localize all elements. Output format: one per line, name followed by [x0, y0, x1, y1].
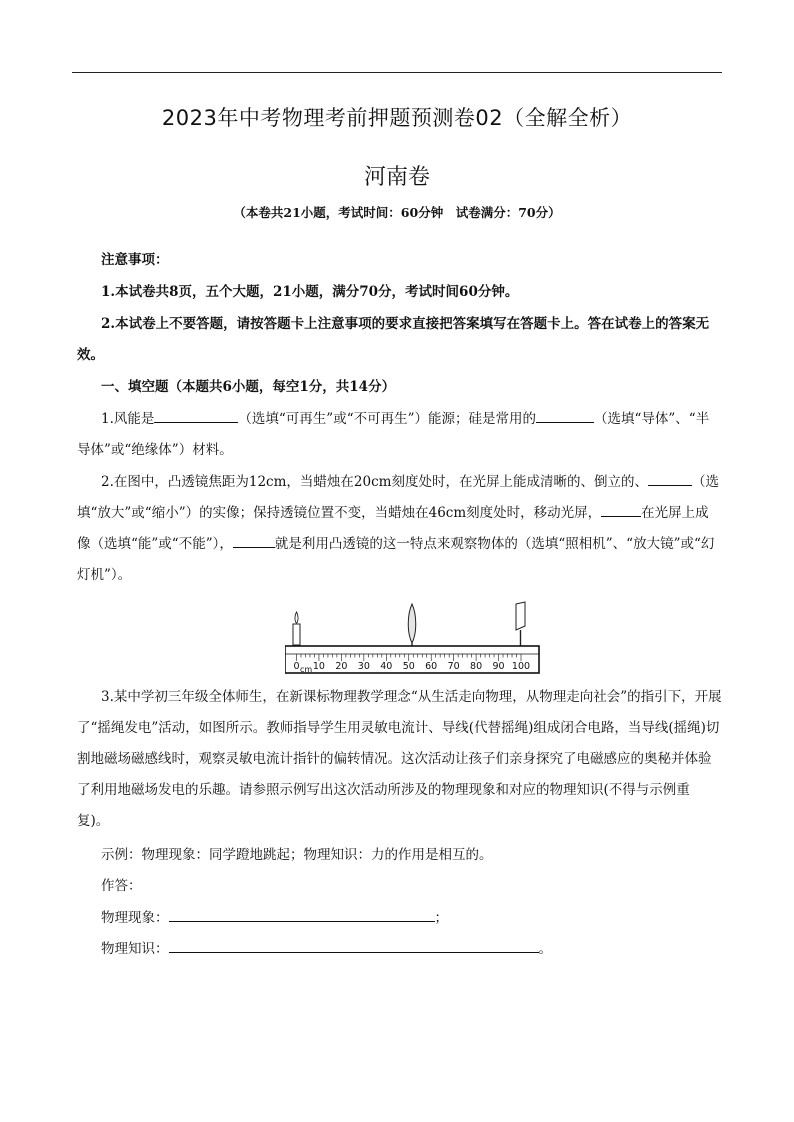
ruler-tick-label: 70	[447, 661, 460, 672]
q1-blank-1	[154, 408, 238, 423]
q2-blank-1	[648, 471, 692, 486]
ruler-tick-label: 20	[335, 661, 348, 672]
q3-answer-label: 作答：	[101, 878, 142, 894]
q3-knowledge-answer-line	[169, 937, 539, 953]
q1-text-1: 1.风能是	[101, 411, 155, 427]
question-2	[77, 467, 722, 591]
ruler-unit: cm	[300, 665, 313, 674]
q3-phenomenon-end: ；	[434, 910, 448, 926]
q3-phenomenon-label: 物理现象：	[101, 910, 169, 926]
q1-blank-2	[536, 408, 594, 423]
section-heading: 一、填空题（本题共6小题，每空1分，共14分）	[101, 379, 396, 395]
ruler-tick-label: 30	[357, 661, 370, 672]
q3-knowledge-end: 。	[538, 941, 552, 957]
ruler-tick-label: 80	[470, 661, 483, 672]
q3-phenomenon-answer-line	[169, 906, 435, 922]
exam-info: （本卷共21小题，考试时间：60分钟 试卷满分：70分）	[233, 205, 561, 220]
q3-knowledge-label: 物理知识：	[101, 941, 169, 957]
candle	[293, 624, 300, 645]
notice-heading: 注意事项：	[101, 252, 169, 268]
q2-blank-2	[601, 502, 641, 517]
ruler-tick-label: 50	[402, 661, 415, 672]
q3-knowledge-row	[77, 934, 722, 965]
page-title: 2023年中考物理考前押题预测卷02（全解全析）	[161, 106, 633, 130]
notice-item-2: 2.本试卷上不要答题，请按答题卡上注意事项的要求直接把答案填写在答题卡上。答在试卷上的答案无效。	[77, 316, 710, 363]
q3-phenomenon-row	[77, 903, 722, 934]
q2-text-2: （选填“放大”或“缩小”）的实像；保持透镜位置不变，当蜡烛在46cm刻度处时，移动光屏，	[77, 474, 719, 521]
q2-blank-3	[233, 533, 275, 548]
ruler-tick-label: 100	[511, 661, 531, 672]
q2-text-3: 在光屏上成像（选填“能”或“不能”），	[77, 505, 709, 552]
ruler-tick-label: 10	[312, 661, 325, 672]
ruler-tick-label: 0	[293, 661, 300, 672]
q1-text-2: （选填“可再生”或“不可再生”）能源；硅是常用的	[238, 411, 536, 427]
notice-item-1: 1.本试卷共8页，五个大题，21小题，满分70分，考试时间60分钟。	[101, 284, 519, 300]
light-screen	[516, 602, 525, 630]
question-3: 3.某中学初三年级全体师生，在新课标物理教学理念“从生活走向物理，从物理走向社会”的指引下，开展了“摇绳发电”活动，如图所示。教师指导学生用灵敏电流计、导线(代替摇绳)组成闭合电路，当导线(摇绳)切割地磁场磁感线时，观察灵敏电流计指针的偏转情况。这次活动让孩子们亲身探究了电磁感应的奥秘并体验了利用地磁场发电的乐趣。请参照示例写出这次活动所涉及的物理现象和对应的物理知识(不得与示例重复)。	[77, 689, 722, 829]
question-1	[77, 404, 722, 466]
header-rule	[72, 72, 722, 73]
optical-bench-figure	[285, 600, 540, 675]
q1-text-3: （选填“导体”、“半导体”或“绝缘体”）材料。	[77, 411, 710, 458]
ruler-tick-label: 40	[380, 661, 393, 672]
page-subtitle: 河南卷	[363, 165, 430, 190]
convex-lens	[408, 604, 416, 643]
q3-example: 示例：物理现象：同学蹬地跳起；物理知识：力的作用是相互的。	[101, 847, 493, 863]
q2-text-1: 2.在图中，凸透镜焦距为12cm，当蜡烛在20cm刻度处时，在光屏上能成清晰的、倒立的、	[101, 474, 648, 490]
ruler-tick-label: 60	[425, 661, 438, 672]
q2-text-4: 就是利用凸透镜的这一特点来观察物体的（选填“照相机”、“放大镜”或“幻灯机”）。	[77, 536, 715, 583]
ruler-tick-label: 90	[492, 661, 505, 672]
candle-flame	[295, 612, 298, 623]
